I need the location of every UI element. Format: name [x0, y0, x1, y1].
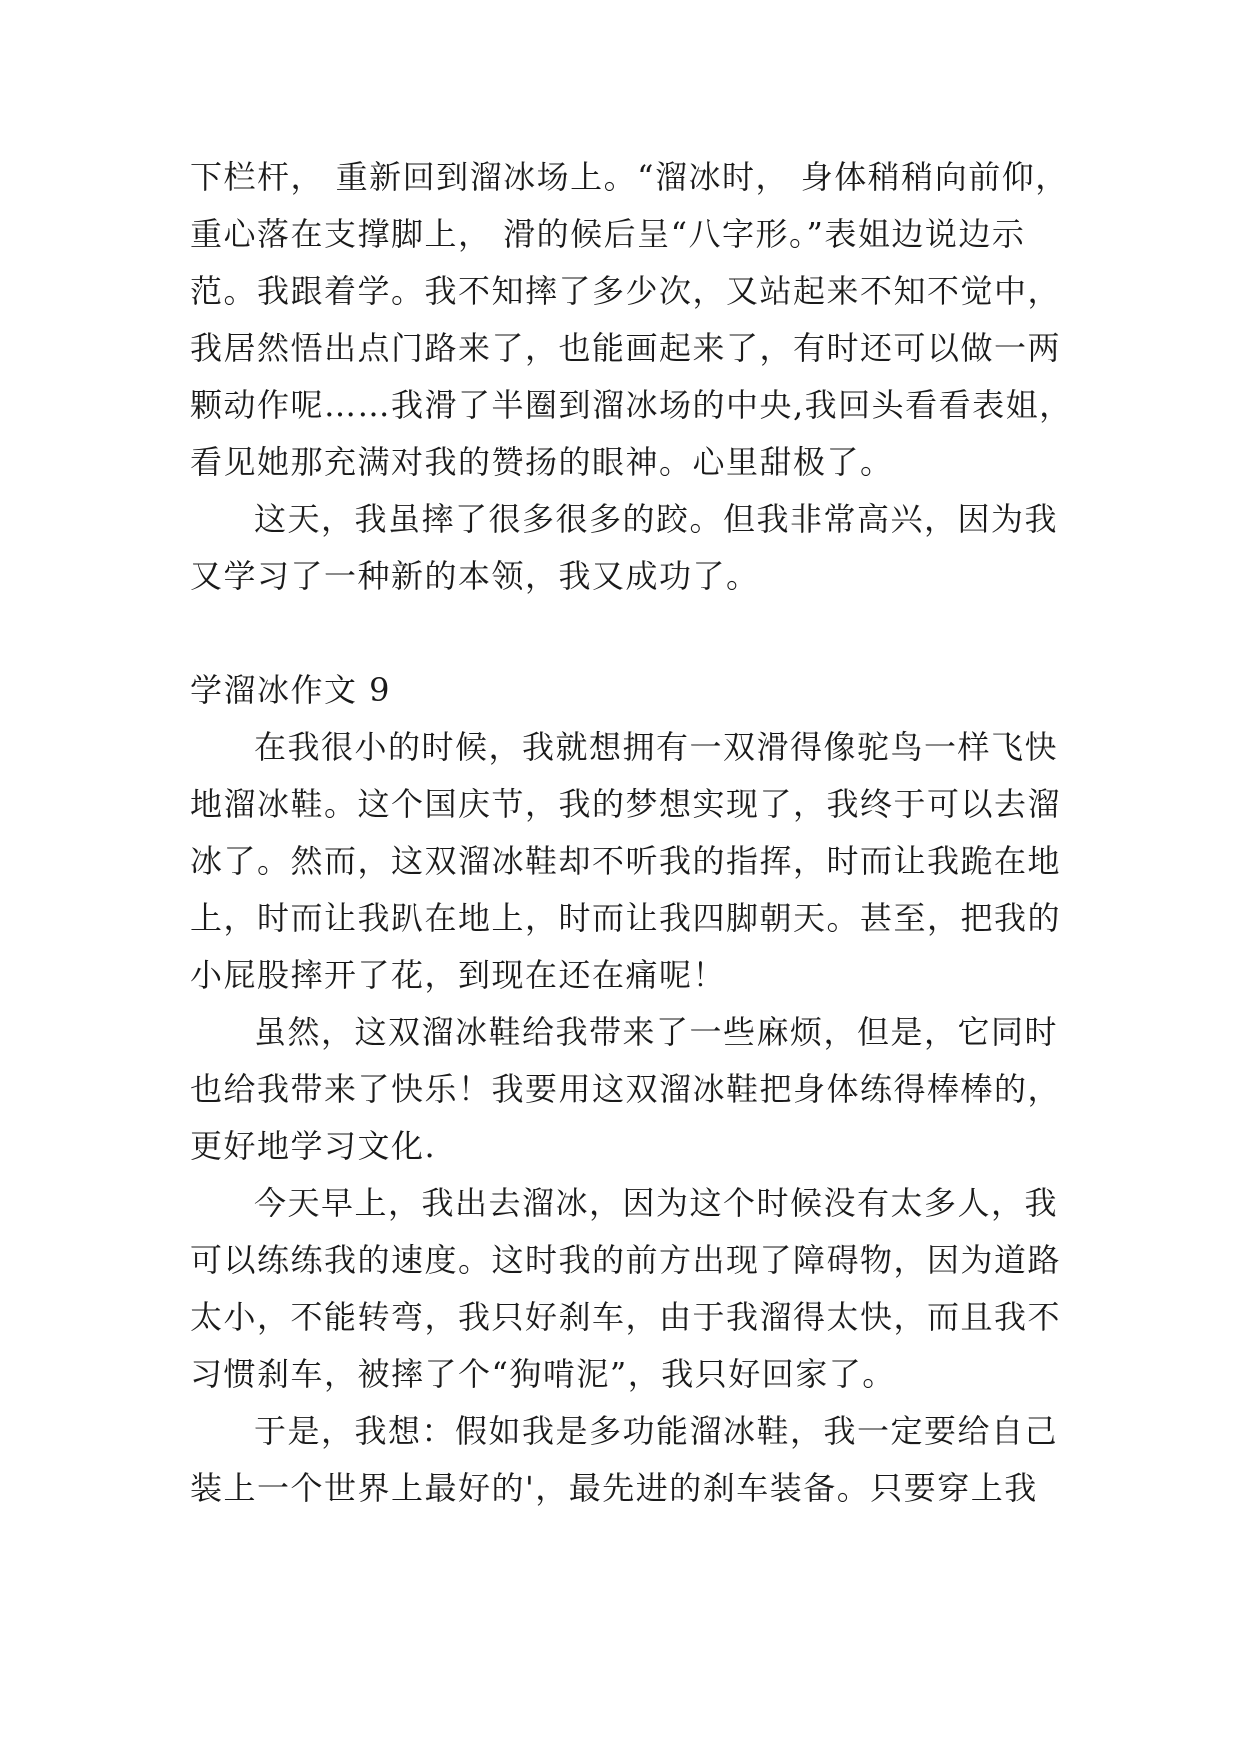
text-line: 于是，我想：假如我是多功能溜冰鞋，我一定要给自己	[254, 1412, 1059, 1450]
text-line: 这天，我虽摔了很多很多的跤。但我非常高兴，因为我	[254, 500, 1059, 538]
text-line: 可以练练我的速度。这时我的前方出现了障碍物，因为道路	[190, 1241, 1062, 1279]
text-line: 虽然，这双溜冰鞋给我带来了一些麻烦，但是，它同时	[254, 1013, 1059, 1051]
essay-title: 学溜冰作文 9	[190, 671, 392, 709]
text-line: 看见她那充满对我的赞扬的眼神。心里甜极了。	[190, 443, 894, 481]
essay-paragraph-2	[190, 1004, 1070, 1175]
text-line: 下栏杆， 重新回到溜冰场上。“溜冰时， 身体稍稍向前仰，	[190, 158, 1069, 196]
text-line: 习惯刹车，被摔了个“狗啃泥”，我只好回家了。	[190, 1355, 896, 1393]
text-line: 重心落在支撑脚上， 滑的候后呈“八字形。”表姐边说边示	[190, 215, 1026, 253]
text-line: 今天早上，我出去溜冰，因为这个时候没有太多人，我	[254, 1184, 1059, 1222]
text-line: 小屁股摔开了花，到现在还在痛呢！	[190, 956, 727, 994]
essay-paragraph-1	[190, 719, 1070, 1004]
text-line: 上，时而让我趴在地上，时而让我四脚朝天。甚至，把我的	[190, 899, 1062, 937]
essay-paragraph-3	[190, 1175, 1070, 1403]
text-line: 我居然悟出点门路来了，也能画起来了，有时还可以做一两	[190, 329, 1062, 367]
text-line: 颗动作呢……我滑了半圈到溜冰场的中央,我回头看看表姐，	[190, 386, 1073, 424]
text-line: 太小，不能转弯，我只好刹车，由于我溜得太快，而且我不	[190, 1298, 1062, 1336]
text-line: 又学习了一种新的本领，我又成功了。	[190, 557, 760, 595]
text-line: 也给我带来了快乐！我要用这双溜冰鞋把身体练得棒棒的，	[190, 1070, 1062, 1108]
text-line: 在我很小的时候，我就想拥有一双滑得像驼鸟一样飞快	[254, 728, 1059, 766]
text-line: 装上一个世界上最好的'，最先进的刹车装备。只要穿上我	[190, 1469, 1038, 1507]
continuation-paragraph	[190, 149, 1073, 491]
section-gap	[190, 605, 1070, 662]
text-line: 范。我跟着学。我不知摔了多少次，又站起来不知不觉中，	[190, 272, 1062, 310]
text-line: 更好地学习文化.	[190, 1127, 437, 1165]
closing-paragraph	[190, 491, 1070, 605]
text-line: 地溜冰鞋。这个国庆节，我的梦想实现了，我终于可以去溜	[190, 785, 1062, 823]
essay-paragraph-4	[190, 1403, 1070, 1517]
text-line: 冰了。然而，这双溜冰鞋却不听我的指挥，时而让我跪在地	[190, 842, 1062, 880]
document-body	[190, 149, 1073, 1517]
